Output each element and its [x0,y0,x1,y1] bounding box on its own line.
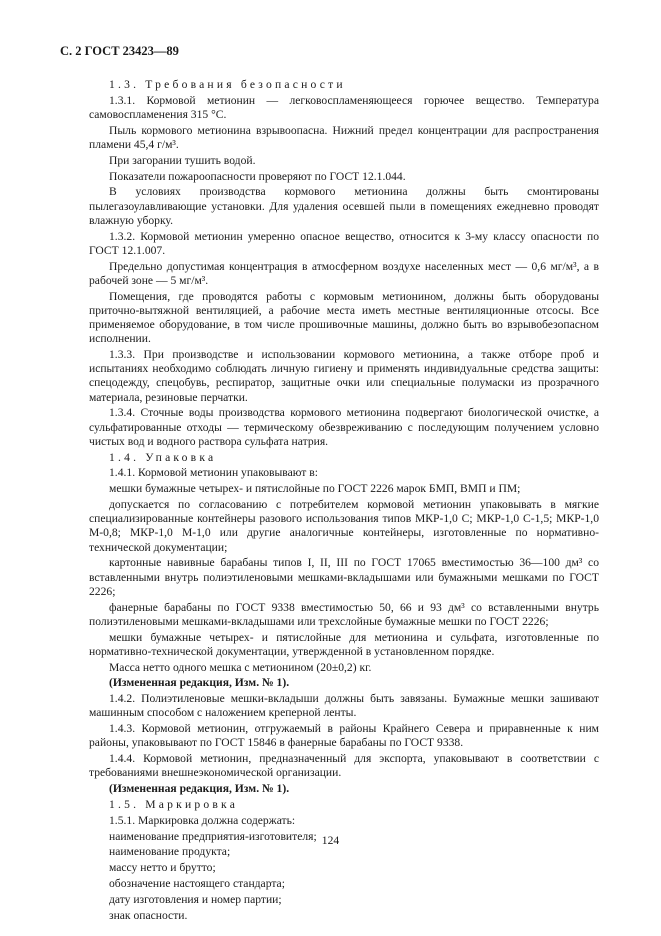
paragraph-s14-title: 1.4. Упаковка [109,450,217,464]
paragraph-p-bags: мешки бумажные четырех- и пятислойные по ГОСТ 2226 марок БМП, ВМП и ПМ; [109,482,521,496]
paragraph-p-141: 1.4.1. Кормовой метионин упаковывают в: [109,466,318,480]
paragraph-p-144: 1.4.4. Кормовой метионин, предназначенный для экспорта, упаковывают в соответствии с требованиями внешнеэкономической организации. [89,752,599,780]
paragraph-p-133: 1.3.3. При производстве и использовании кормового метионина, а также отборе проб и испытаниях необходимо соблюдать личную гигиену и применять индивидуальные средства защиты: спецодежду, спецобувь, респиратор, защитные очки или специальные полумаски из прозрачного материала, резиновые перчатки. [89,348,599,404]
paragraph-p-vent: Помещения, где проводятся работы с кормовым метионином, должны быть оборудованы приточно-вытяжной вентиляцией, а рабочие места иметь местные вентиляционные отсосы. Все применяемое оборудование, в том числе прошивочные машины, должно быть во взрывобезопасном исполнении. [89,289,599,346]
paragraph-p-m6: знак опасности. [109,908,188,922]
page-header: С. 2 ГОСТ 23423—89 [60,44,179,58]
paragraph-p-dust: Пыль кормового метионина взрывоопасна. Нижний предел концентрации для распространения пламени 45,4 г/м³. [89,123,599,151]
paragraph-p-mkr: допускается по согласованию с потребителем кормовой метионин упаковывать в мягкие специализированные контейнеры разового использования типов МКР-1,0 С; МКР-1,0 С-1,5; МКР-1,0 М-0,8; МКР-1,0 М-1,0 или другие аналогичные контейнеры, изготовленные по нормативно-технической документации; [89,498,599,554]
paragraph-p-132: 1.3.2. Кормовой метионин умеренно опасное вещество, относится к 3-му классу опасности по ГОСТ 12.1.007. [89,229,599,257]
paragraph-p-dustcoll: В условиях производства кормового метионина должны быть смонтированы пылегазоулавливающие установки. Для удаления осевшей пыли в помещениях ежедневно проводят влажную уборку. [89,185,599,227]
paragraph-p-m2: наименование продукта; [109,845,231,859]
paragraph-p-drums: картонные навивные барабаны типов I, II, III по ГОСТ 17065 вместимостью 36—100 дм³ со вставленными внутрь полиэтиленовыми мешками-вкладышами или бумажными мешками по ГОСТ 2226; [89,556,599,598]
paragraph-s15-title: 1.5. Маркировка [109,798,239,811]
paragraph-p-fireind: Показатели пожароопасности проверяют по ГОСТ 12.1.044. [109,169,406,183]
paragraph-p-rev2: (Измененная редакция, Изм. № 1). [109,782,290,796]
paragraph-p-fire: При загорании тушить водой. [109,153,256,167]
paragraph-s13-title: 1.3. Требования безопасности [109,78,346,91]
paragraph-p-151: 1.5.1. Маркировка должна содержать: [109,813,296,827]
paragraph-p-142: 1.4.2. Полиэтиленовые мешки-вкладыши должны быть завязаны. Бумажные мешки зашивают машинным способом с наложением креперной ленты. [89,692,599,720]
paragraph-p-pdk: Предельно допустимая концентрация в атмосферном воздухе населенных мест — 0,6 мг/м³, а в рабочей зоне — 5 мг/м³. [89,259,599,287]
paragraph-p-rev1: (Измененная редакция, Изм. № 1). [109,676,290,690]
page-number: 124 [321,834,340,847]
paragraph-p-m4: обозначение настоящего стандарта; [109,876,285,890]
paragraph-p-plywood: фанерные барабаны по ГОСТ 9338 вместимостью 50, 66 и 93 дм³ со вставленными внутрь полиэтиленовыми мешками-вкладышами или трехслойные бумажные мешки по ГОСТ 2226; [89,600,599,628]
document-body [89,78,599,924]
paragraph-p-m5: дату изготовления и номер партии; [109,892,282,906]
paragraph-p-143: 1.4.3. Кормовой метионин, отгружаемый в районы Крайнего Севера и приравненные к ним районы, упаковывают по ГОСТ 15846 в фанерные барабаны по ГОСТ 9338. [89,722,599,750]
paragraph-p-m1: наименование предприятия-изготовителя; [109,829,317,843]
paragraph-p-134: 1.3.4. Сточные воды производства кормового метионина подвергают биологической очистке, а сульфатированные отходы — термическому обезвреживанию с последующим получением условно чистых вод и водного раствора сульфата натрия. [89,406,599,448]
paragraph-p-131: 1.3.1. Кормовой метионин — легковоспламеняющееся горючее вещество. Температура самовоспламенения 315 °С. [89,93,599,121]
paragraph-p-mass: Масса нетто одного мешка с метионином (20±0,2) кг. [109,660,372,674]
paragraph-p-sulfate: мешки бумажные четырех- и пятислойные для метионина и сульфата, изготовленные по нормативно-технической документации, утвержденной в установленном порядке. [89,630,599,658]
paragraph-p-m3: массу нетто и брутто; [109,861,216,875]
